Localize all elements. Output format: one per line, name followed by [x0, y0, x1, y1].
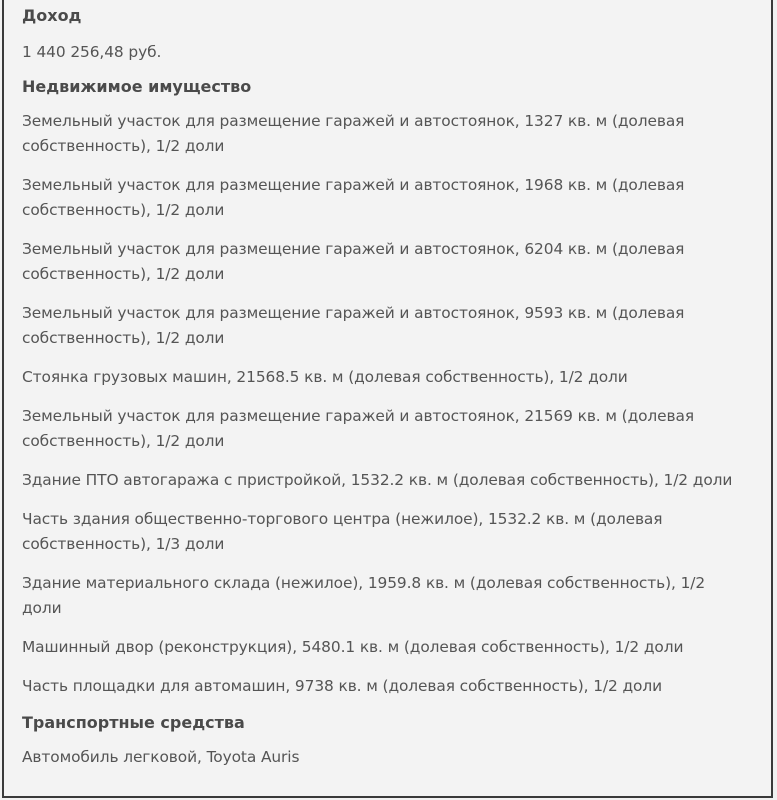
realty-item-2-line1: Земельный участок для размещение гаражей и автостоянок, 1968 кв. м (долевая: [22, 176, 685, 194]
realty-item-8-line1: Часть здания общественно-торгового центра (нежилое), 1532.2 кв. м (долевая: [22, 510, 663, 528]
declaration-panel: [2, 0, 773, 798]
realty-item-2-line2: собственность), 1/2 доли: [22, 201, 225, 219]
list-item: [22, 173, 771, 223]
realty-item-6-line2: собственность), 1/2 доли: [22, 432, 225, 450]
realty-item-4-line2: собственность), 1/2 доли: [22, 329, 225, 347]
realty-item-10-line1: Машинный двор (реконструкция), 5480.1 кв. м (долевая собственность), 1/2 доли: [22, 638, 684, 656]
list-item: [22, 404, 771, 454]
realty-item-6-line1: Земельный участок для размещение гаражей и автостоянок, 21569 кв. м (долевая: [22, 407, 695, 425]
realty-item-1-line2: собственность), 1/2 доли: [22, 137, 225, 155]
realty-heading: Недвижимое имущество: [22, 77, 252, 96]
list-item: [22, 109, 771, 159]
list-item: [22, 301, 771, 351]
list-item: [22, 635, 771, 660]
list-item: [22, 571, 771, 621]
realty-item-9-line1: Здание материального склада (нежилое), 1959.8 кв. м (долевая собственность), 1/2: [22, 574, 706, 592]
list-item: [22, 507, 771, 557]
realty-item-8-line2: собственность), 1/3 доли: [22, 535, 225, 553]
list-item: [22, 237, 771, 287]
realty-item-5-line1: Стоянка грузовых машин, 21568.5 кв. м (долевая собственность), 1/2 доли: [22, 368, 628, 386]
realty-item-11-line1: Часть площадки для автомашин, 9738 кв. м (долевая собственность), 1/2 доли: [22, 677, 662, 695]
income-value: 1 440 256,48 руб.: [22, 43, 162, 61]
realty-item-1-line1: Земельный участок для размещение гаражей и автостоянок, 1327 кв. м (долевая: [22, 112, 685, 130]
vehicles-heading: Транспортные средства: [22, 713, 245, 732]
realty-item-7-line1: Здание ПТО автогаража с пристройкой, 1532.2 кв. м (долевая собственность), 1/2 доли: [22, 471, 733, 489]
list-item: [22, 468, 771, 493]
realty-item-9-line2: доли: [22, 599, 62, 617]
list-item: [22, 745, 771, 770]
realty-item-4-line1: Земельный участок для размещение гаражей и автостоянок, 9593 кв. м (долевая: [22, 304, 685, 322]
realty-item-3-line2: собственность), 1/2 доли: [22, 265, 225, 283]
list-item: [22, 674, 771, 699]
realty-list: [22, 109, 771, 699]
realty-item-3-line1: Земельный участок для размещение гаражей и автостоянок, 6204 кв. м (долевая: [22, 240, 685, 258]
income-heading: Доход: [22, 6, 82, 25]
vehicle-item-1: Автомобиль легковой, Toyota Auris: [22, 748, 300, 766]
list-item: [22, 365, 771, 390]
